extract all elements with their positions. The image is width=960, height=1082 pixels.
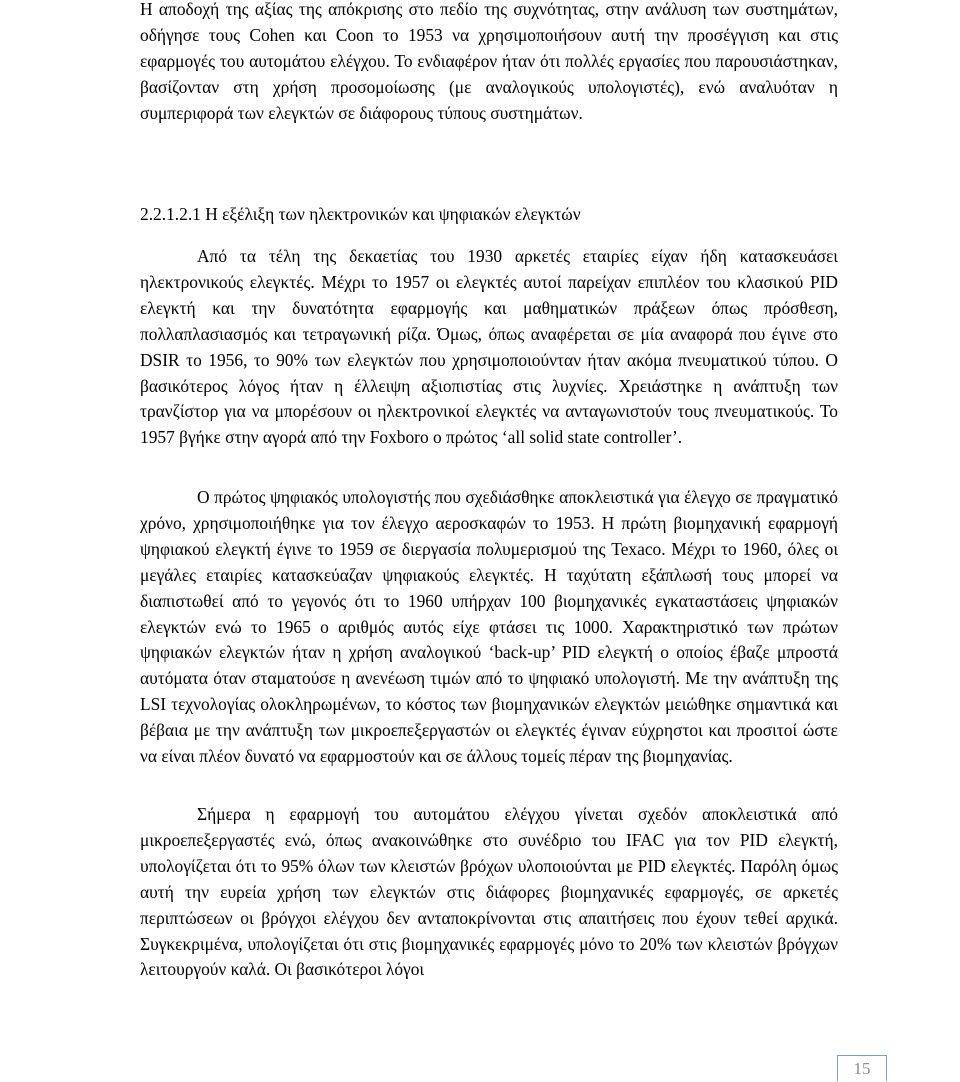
paragraph-digital-controllers: Ο πρώτος ψηφιακός υπολογιστής που σχεδιάσθηκε αποκλειστικά για έλεγχο σε πραγματικό χρόνο, χρησιμοποιήθηκε για τον έλεγχο αεροσκαφών το 1953. Η πρώτη βιομηχανική εφαρμογή ψηφιακού ελεγκτή έγινε το 1959 σε διεργασία πολυμερισμού της Texaco. Μέχρι το 1960, όλες οι μεγάλες εταιρίες κατασκεύαζαν ψηφιακούς ελεγκτές. Η ταχύτατη εξάπλωσή τους μπορεί να διαπιστωθεί από το γεγονός ότι το 1960 υπήρχαν 100 βιομηχανικές εγκαταστάσεις ψηφιακών ελεγκτών ενώ το 1965 ο αριθμός αυτός είχε φτάσει τις 1000. Χαρακτηριστικό των πρώτων ψηφιακών ελεγκτών ήταν η χρήση αναλογικού ‘back-up’ PID ελεγκτή ο οποίος έβαζε μπροστά αυτόματα όταν σταματούσε η ανενέωση τιμών από το ψηφιακό υπολογιστή. Με την ανάπτυξη της LSI τεχνολογίας ολοκληρωμένων, το κόστος των βιομηχανικών ελεγκτών μειώθηκε σημαντικά και βέβαια με την ανάπτυξη των μικροεπεξεργαστών οι ελεγκτές έγιναν εύχρηστοι και προσιτοί ώστε να είναι πλέον δυνατό να εφαρμοστούν και σε άλλους τομείς πέραν της βιομηχανίας. [140,487,838,767]
page-number: 15 [853,1059,871,1078]
paragraph-electronic-controllers: Από τα τέλη της δεκαετίας του 1930 αρκετές εταιρίες είχαν ήδη κατασκευάσει ηλεκτρονικούς ελεγκτές. Μέχρι το 1957 οι ελεγκτές αυτοί παρείχαν επιπλέον του κλασικού PID ελεγκτή και την δυνατότητα εφαρμογής και μαθηματικών πράξεων όπως πρόσθεση, πολλαπλασιασμός και τετραγωνική ρίζα. Όμως, όπως αναφέρεται σε μία αναφορά που έγινε στο DSIR το 1956, το 90% των ελεγκτών που χρησιμοποιούνταν ήταν ακόμα πνευματικού τύπου. Ο βασικότερος λόγος ήταν η έλλειψη αξιοπιστίας στις λυχνίες. Χρειάστηκε η ανάπτυξη των τρανζίστορ για να μπορέσουν οι ηλεκτρονικοί ελεγκτές να ανταγωνιστούν τους πνευματικούς. Το 1957 βγήκε στην αγορά από την Foxboro ο πρώτος ‘all solid state controller’. [140,246,838,448]
page-number-box [837,1055,887,1081]
section-heading: 2.2.1.2.1 Η εξέλιξη των ηλεκτρονικών και ψηφιακών ελεγκτών [140,204,581,224]
paragraph-current-state: Σήμερα η εφαρμογή του αυτομάτου ελέγχου γίνεται σχεδόν αποκλειστικά από μικροεπεξεργαστές ενώ, όπως ανακοινώθηκε στο συνέδριο του IFAC για τον PID ελεγκτή, υπολογίζεται ότι το 95% όλων των κλειστών βρόχων υλοποιούνται με PID ελεγκτές. Παρόλη όμως αυτή την ευρεία χρήση των ελεγκτών στις διάφορες βιομηχανικές εφαρμογές, σε αρκετές περιπτώσεων οι βρόγχοι ελέγχου δεν ανταποκρίνονται στις απαιτήσεις που έχουν τεθεί αρχικά. Συγκεκριμένα, υπολογίζεται ότι στις βιομηχανικές εφαρμογές μόνο το 20% των κλειστών βρόγχων λειτουργούν καλά. Οι βασικότεροι λόγοι [140,804,838,980]
paragraph-frequency-response: Η αποδοχή της αξίας της απόκρισης στο πεδίο της συχνότητας, στην ανάλυση των συστημάτων, οδήγησε τους Cohen και Coon το 1953 να χρησιμοποιήσουν αυτή την προσέγγιση και στις εφαρμογές του αυτομάτου ελέγχου. Το ενδιαφέρον ήταν ότι πολλές εργασίες που παρουσιάστηκαν, βασίζονταν στη χρήση προσομοίωσης (με αναλογικούς υπολογιστές), ενώ αναλυόταν η συμπεριφορά των ελεγκτών σε διάφορους τύπους συστημάτων. [140,0,838,123]
